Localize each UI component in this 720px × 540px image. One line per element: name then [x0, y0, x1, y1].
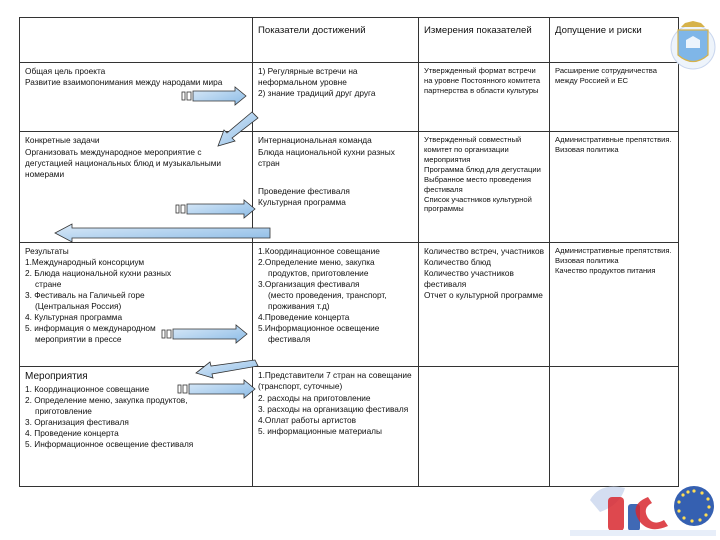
cell-activities-means [253, 367, 419, 487]
row-overall-goal [20, 63, 679, 132]
results-risk-3: Качество продуктов питания [555, 265, 656, 275]
results-indicator-1: 1.Координационное совещание [258, 245, 380, 256]
logframe-table [19, 17, 679, 487]
goal-title: Общая цель проекта [25, 66, 106, 77]
results-indicator-3-cont: (место проведения, транспорт, [268, 290, 387, 301]
activity-1: 1. Координационное совещание [25, 383, 150, 394]
spacer [258, 169, 414, 186]
cell-results-measurements [419, 242, 550, 367]
result-2-cont: стране [35, 279, 62, 290]
tasks-risk-1: Административные препятствия. [555, 135, 672, 145]
activity-4: 4. Проведение концерта [25, 427, 119, 438]
cell-results-risks [550, 242, 679, 367]
row-results [20, 242, 679, 367]
result-5: 5. информация о международном [25, 323, 156, 334]
result-1: 1.Международный консорциум [25, 256, 145, 267]
header-assumptions-risks: Допущение и риски [550, 18, 679, 63]
activities-means-2: 2. расходы на приготовление [258, 392, 371, 403]
results-measurement-4: Отчет о культурной программе [424, 290, 543, 301]
cell-goal-indicators [253, 63, 419, 132]
cell-activities [20, 367, 253, 487]
tasks-indicator-4: Культурная программа [258, 196, 346, 207]
cell-activities-empty [419, 367, 550, 487]
cell-activities-empty-2 [550, 367, 679, 487]
tasks-indicator-1: Интернациональная команда [258, 135, 372, 146]
results-measurement-2: Количество блюд [424, 256, 491, 267]
row-activities [20, 367, 679, 487]
logo-letters: RIC [624, 506, 626, 507]
activities-title: Мероприятия [25, 371, 88, 383]
cell-tasks [20, 132, 253, 242]
results-title: Результаты [25, 245, 69, 256]
results-indicator-5: 5.Информационное освещение [258, 323, 380, 334]
activity-5: 5. Информационное освещение фестиваля [25, 438, 194, 449]
results-indicator-3-cont2: проживания т.д) [268, 301, 330, 312]
activities-means-1: 1.Представители 7 стран на совещание (транспорт, суточные) [258, 370, 412, 392]
tasks-indicator-2: Блюда национальной кухни разных стран [258, 146, 395, 168]
header-indicators: Показатели достижений [253, 18, 419, 63]
activity-3: 3. Организация фестиваля [25, 416, 129, 427]
results-measurement-1: Количество встреч, участников [424, 245, 545, 256]
cell-results-indicators [253, 242, 419, 367]
cell-results [20, 242, 253, 367]
activity-2-cont: приготовление [35, 405, 92, 416]
goal-indicator-1: 1) Регулярные встречи на неформальном уровне [258, 66, 358, 88]
activities-means-3: 3. расходы на организацию фестиваля [258, 403, 409, 414]
tasks-measurement-2: Программа блюд для дегустации [424, 165, 541, 175]
cell-goal [20, 63, 253, 132]
activity-2: 2. Определение меню, закупка продуктов, [25, 394, 188, 405]
results-indicator-4: 4.Проведение концерта [258, 312, 350, 323]
results-indicator-2: 2.Определение меню, закупка [258, 256, 375, 267]
cell-goal-risks [550, 63, 679, 132]
tasks-measurement-1: Утвержденный совместный комитет по организации мероприятия [424, 135, 522, 165]
tasks-measurement-3: Выбранное место проведения фестиваля [424, 174, 531, 194]
tasks-title: Конкретные задачи [25, 135, 100, 146]
results-indicator-5-cont: фестиваля [268, 334, 311, 345]
cell-goal-measurements [419, 63, 550, 132]
tasks-indicator-3: Проведение фестиваля [258, 185, 350, 196]
cell-tasks-risks [550, 132, 679, 242]
tasks-text: Организовать международное мероприятие с дегустацией национальных блюд и музыкальными номерами [25, 146, 222, 179]
header-measurements: Измерения показателей [419, 18, 550, 63]
activities-means-4: 4.Оплат работы артистов [258, 414, 357, 425]
goal-text: Развитие взаимопонимания между народами мира [25, 77, 223, 88]
results-risk-1: Административные препятствия. [555, 245, 672, 255]
goal-measurement-1: Утвержденный формат встречи на уровне Постоянного комитета партнерства в области культуры [424, 66, 541, 95]
result-2: 2. Блюда национальной кухни разных [25, 268, 172, 278]
cell-tasks-measurements [419, 132, 550, 242]
row-specific-tasks [20, 132, 679, 242]
result-3: 3. Фестиваль на Галичьей горе [25, 290, 145, 301]
header-row [20, 18, 679, 63]
result-3-cont: (Центральная Россия) [35, 301, 122, 312]
results-measurement-3: Количество участников фестиваля [424, 268, 514, 290]
result-5-cont: мероприятии в прессе [35, 334, 122, 345]
header-cell-empty [20, 18, 253, 63]
tasks-risk-2: Визовая политика [555, 145, 619, 155]
results-indicator-3: 3.Организация фестиваля [258, 279, 360, 290]
ric-logo-icon [570, 486, 716, 536]
goal-risk-1: Расширение сотрудничества между Россией и ЕС [555, 66, 657, 86]
goal-indicator-2: 2) знание традиций друг друга [258, 88, 376, 99]
results-indicator-2-cont: продуктов, приготовление [268, 268, 369, 278]
result-4: 4. Культурная программа [25, 312, 123, 323]
tasks-measurement-4: Список участников культурной программы [424, 194, 532, 214]
results-risk-2: Визовая политика [555, 255, 619, 265]
cell-tasks-indicators [253, 132, 419, 242]
activities-means-5: 5. информационные материалы [258, 425, 382, 436]
